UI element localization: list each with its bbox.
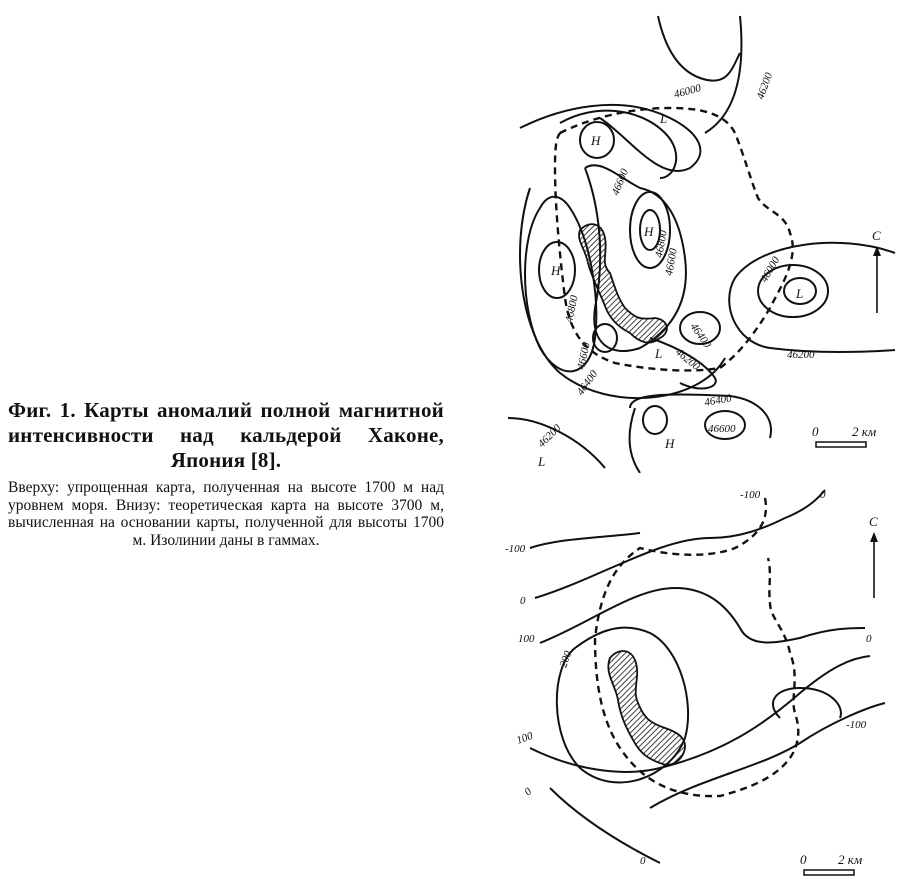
label-bot-100-b: 100 (514, 729, 535, 747)
marker-l2: L (796, 286, 804, 301)
label-bot-0-e: 0 (640, 855, 646, 867)
label-46200-a: 46200 (754, 71, 776, 102)
marker-h2: H (644, 224, 654, 239)
bottom-magnetic-map (500, 478, 900, 878)
caldera-rim-bottom (595, 498, 798, 796)
marker-h3: H (551, 263, 561, 278)
marker-l4: L (538, 454, 546, 469)
scale-label-top: 2 км (852, 424, 877, 439)
label-46400-a: 46400 (574, 368, 601, 398)
label-46200-b: 46200 (673, 346, 702, 373)
scale-bar-bottom (800, 852, 862, 875)
label-46200-d: 46200 (535, 422, 564, 451)
label-46800-b: 46800 (563, 294, 581, 324)
north-label-bottom: С (869, 514, 878, 529)
north-arrow-top (872, 228, 881, 313)
label-46600-b: 46600 (663, 247, 680, 277)
label-46400-b: 46400 (687, 320, 714, 351)
caldera-lake-top (579, 224, 667, 342)
label-bot-0-b: 0 (520, 595, 526, 607)
north-label-top: С (872, 228, 881, 243)
contour-low-center (630, 408, 640, 473)
contour-46000-top (658, 16, 740, 81)
north-arrow-bottom (869, 514, 878, 598)
contour-100-upper (540, 588, 865, 643)
contour-minus100-right (773, 688, 841, 718)
marker-h1: H (591, 133, 601, 148)
scale-zero-top: 0 (812, 424, 819, 439)
label-46800-a: 46800 (653, 229, 670, 259)
label-bot-0-c: 0 (866, 633, 872, 645)
marker-h4: H (665, 436, 675, 451)
contour-small-left (593, 324, 617, 352)
label-46600-d: 46600 (708, 423, 736, 435)
caption-title: Фиг. 1. Карты аномалий полной магнитной интенсивности над кальдерой Хаконе, Япония [8]. (8, 398, 444, 472)
label-46600-a: 46600 (609, 167, 632, 198)
label-bot-0-d: 0 (522, 785, 535, 799)
label-46200-c: 46200 (787, 349, 815, 361)
contour-46200-top (705, 16, 741, 133)
contour-outer-2 (560, 111, 676, 178)
scale-label-bottom: 2 км (838, 852, 863, 867)
contour-100-lower (530, 656, 870, 772)
contour-46400-low (630, 394, 771, 438)
label-bot-0-a: 0 (820, 489, 826, 501)
label-bot-minus100-b: -100 (505, 543, 526, 555)
label-bot-200: 200 (557, 649, 575, 670)
contour-0-upper (535, 490, 825, 598)
label-46600-c: 46600 (575, 341, 593, 371)
label-46000-a: 46000 (672, 82, 703, 101)
contour-46200-right (729, 243, 895, 352)
figure-caption (8, 398, 444, 549)
label-bot-minus100-a: -100 (740, 489, 761, 501)
marker-l1: L (660, 111, 668, 126)
contour-h3 (643, 406, 667, 434)
contour-0-lower (550, 703, 885, 863)
contour-minus100-left (530, 533, 640, 548)
top-magnetic-map (500, 8, 900, 473)
scale-zero-bottom: 0 (800, 852, 807, 867)
marker-l3: L (655, 346, 663, 361)
scale-bar-top (812, 424, 876, 447)
label-bot-minus100-c: -100 (846, 719, 867, 731)
label-46000-b: 46000 (758, 254, 783, 285)
label-46400-c: 46400 (703, 392, 733, 409)
caption-body: Вверху: упрощенная карта, полученная на высоте 1700 м над уровнем моря. Внизу: теоретическая карта на высоте 3700 м, вычисленная на основании карты, полученной для высоты 1700 м. Изолинии даны в гаммах. (8, 479, 444, 549)
label-bot-100-a: 100 (518, 633, 535, 645)
